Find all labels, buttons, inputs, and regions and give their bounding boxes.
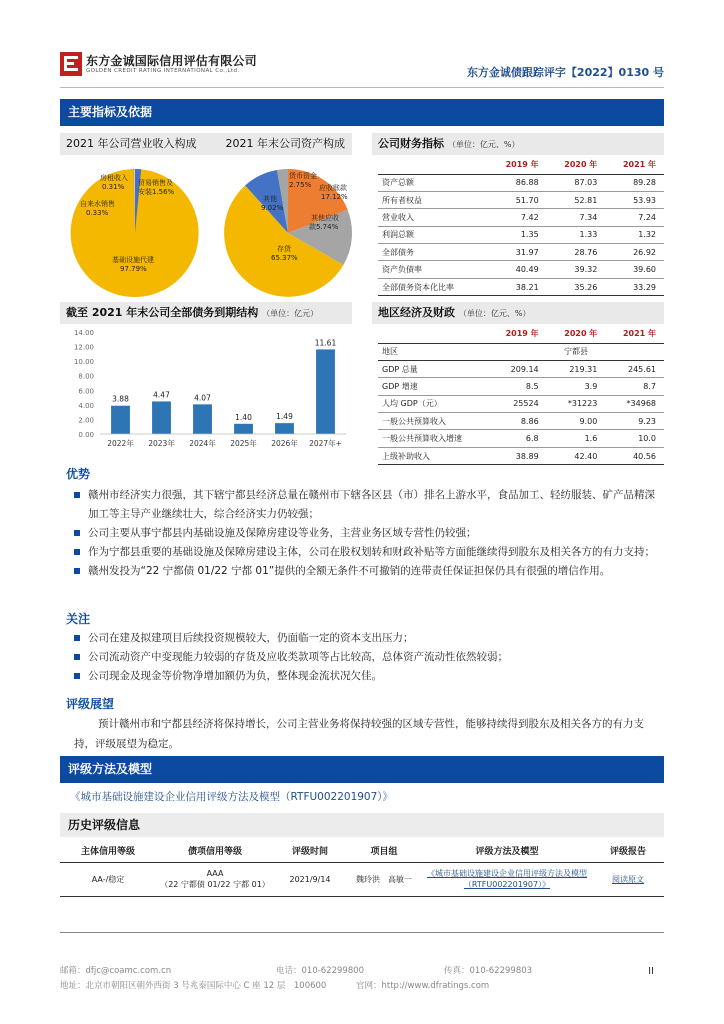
footer-address: 地址：北京市朝阳区朝外西街 3 号兆泰国际中心 C 座 12 层 100600 [60, 981, 327, 991]
list-item: 公司在建及拟建项目后续投资规模较大，仍面临一定的资本支出压力； [74, 629, 664, 648]
footer-website: 官网：http://www.dfratings.com [356, 981, 490, 991]
company-name-en: GOLDEN CREDIT RATING INTERNATIONAL Co.,Ltd. [86, 68, 240, 74]
list-item: 公司现金及现金等价物净增加额仍为负，整体现金流状况欠佳。 [74, 667, 664, 686]
footer-fax: 传真：010-62299803 [444, 966, 533, 976]
pie-label-else: 其他 9.02% [261, 195, 284, 212]
method-link[interactable]: 《城市基础设施建设企业信用评级方法及模型（RTFU002201907）》 [70, 791, 394, 803]
revenue-pie-chart [60, 158, 210, 298]
fin-cell: 33.29 [605, 278, 664, 295]
region-row-label: GDP 增速 [378, 378, 488, 395]
fin-cell: 89.28 [605, 174, 664, 191]
bar-value-label: 4.47 [153, 390, 170, 400]
fin-cell: 51.70 [488, 191, 547, 208]
region-cell: 219.31 [547, 360, 606, 377]
page-number: II [648, 966, 654, 977]
x-tick-label: 2023年 [148, 439, 175, 448]
table-row [378, 244, 664, 261]
table-row [378, 191, 664, 208]
pie-label-trade: 贸易销售及安装1.56% [138, 179, 175, 196]
fin-row-label: 所有者权益 [378, 191, 488, 208]
company-logo-icon [60, 52, 82, 76]
footer-phone: 电话：010-62299800 [276, 966, 365, 976]
y-tick-label: 4.00 [78, 401, 94, 410]
pie-label-receivable: 应收账款 17.12% [319, 184, 348, 201]
bar [316, 349, 335, 434]
region-cell: 209.14 [488, 360, 547, 377]
region-cell: 42.40 [547, 447, 606, 464]
region-cell: 8.86 [488, 413, 547, 430]
col-team: 项目组 [346, 840, 422, 862]
page-header [60, 48, 664, 88]
history-bond: AAA （22 宁都债 01/22 宁都 01） [156, 862, 274, 896]
concerns-list [74, 629, 664, 686]
fin-cell: 35.26 [547, 278, 606, 295]
table-row [378, 209, 664, 226]
bar-value-label: 1.40 [235, 412, 252, 422]
bar-value-label: 1.49 [276, 412, 293, 422]
region-cell: 8.7 [605, 378, 664, 395]
region-row-label: 上级补助收入 [378, 447, 488, 464]
region-table-title: 地区经济及财政 [378, 306, 455, 319]
region-cell: 40.56 [605, 447, 664, 464]
debt-chart-header [60, 302, 352, 324]
debt-chart-unit: （单位：亿元） [262, 309, 319, 318]
fin-cell: 53.93 [605, 191, 664, 208]
region-cell: 1.6 [547, 430, 606, 447]
y-tick-label: 8.00 [78, 372, 94, 381]
table-row [378, 226, 664, 243]
region-table-header [372, 302, 664, 324]
region-cell: 8.5 [488, 378, 547, 395]
outlook-text: 预计赣州市和宁都县经济将保持增长，公司主营业务将保持较强的区域专营性，能够持续得到股东及相关各方的有力支持，评级展望为稳定。 [74, 718, 644, 750]
assets-pie-title: 2021 年末公司资产构成 [225, 137, 345, 150]
assets-pie-chart [213, 158, 363, 298]
region-value: 宁都县 [488, 343, 664, 360]
fin-table-title: 公司财务指标 [378, 137, 444, 150]
table-row [378, 413, 664, 430]
y-tick-label: 14.00 [73, 329, 94, 337]
bar [152, 401, 171, 434]
bar-value-label: 11.61 [314, 338, 337, 348]
fin-cell: 26.92 [605, 244, 664, 261]
bar [111, 406, 130, 434]
bar [234, 424, 253, 434]
fin-year-2021: 2021 年 [605, 156, 664, 174]
section-main-indicators: 主要指标及依据 [60, 99, 664, 126]
list-item: 赣州市经济实力很强，其下辖宁都县经济总量在赣州市下辖各区县（市）排名上游水平，食品加工、轻纺服装、矿产品精深加工等主导产业继续壮大，综合经济实力仍较强； [74, 486, 664, 524]
company-name-cn: 东方金诚国际信用评估有限公司 [86, 54, 257, 68]
bar-value-label: 4.07 [194, 393, 211, 403]
region-cell: 38.89 [488, 447, 547, 464]
financial-indicators-table [378, 156, 664, 296]
region-cell: *31223 [547, 395, 606, 412]
x-tick-label: 2026年 [271, 439, 298, 448]
fin-cell: 40.49 [488, 261, 547, 278]
region-table-unit: （单位：亿元、%） [458, 309, 531, 318]
fin-cell: 7.42 [488, 209, 547, 226]
col-entity: 主体信用等级 [60, 840, 156, 862]
footer-email: 邮箱：dfjc@coamc.com.cn [60, 966, 172, 976]
bar [275, 423, 294, 434]
table-row [60, 862, 664, 896]
fin-cell: 39.32 [547, 261, 606, 278]
col-date: 评级时间 [274, 840, 346, 862]
section-method: 评级方法及模型 [60, 756, 664, 783]
bar-value-label: 3.88 [112, 394, 129, 404]
fin-table-header [372, 133, 664, 155]
fin-year-2020: 2020 年 [547, 156, 606, 174]
fin-year-2019: 2019 年 [488, 156, 547, 174]
fin-cell: 7.24 [605, 209, 664, 226]
pie-label-cash: 货币资金 2.75% [289, 172, 317, 189]
table-row [378, 174, 664, 191]
concerns-title: 关注 [66, 612, 91, 626]
region-cell: 9.23 [605, 413, 664, 430]
fin-cell: 52.81 [547, 191, 606, 208]
fin-cell: 87.03 [547, 174, 606, 191]
history-date: 2021/9/14 [274, 862, 346, 896]
fin-cell: 31.97 [488, 244, 547, 261]
fin-cell: 39.60 [605, 261, 664, 278]
fin-row-label: 全部债务 [378, 244, 488, 261]
history-report-link[interactable]: 阅读原文 [592, 862, 664, 896]
table-row [378, 395, 664, 412]
section-history: 历史评级信息 [60, 813, 664, 837]
bar [193, 404, 212, 434]
col-report: 评级报告 [592, 840, 664, 862]
list-item: 公司流动资产中变现能力较弱的存货及应收类款项等占比较高，总体资产流动性依然较弱； [74, 648, 664, 667]
region-cell: 25524 [488, 395, 547, 412]
pie-label-rent: 房租收入 0.31% [100, 174, 128, 191]
region-cell: 6.8 [488, 430, 547, 447]
region-row-label: 人均 GDP（元） [378, 395, 488, 412]
fin-cell: 7.34 [547, 209, 606, 226]
y-tick-label: 12.00 [73, 343, 94, 352]
list-item: 公司主要从事宁都县内基础设施及保障房建设等业务，主营业务区域专营性仍较强； [74, 524, 664, 543]
fin-row-label: 资产总额 [378, 174, 488, 191]
pie-slice-infrastructure [71, 169, 199, 297]
region-row-label: 一般公共预算收入增速 [378, 430, 488, 447]
list-item: 赣州发投为“22 宁都债 01/22 宁都 01”提供的全额无条件不可撤销的连带责任保证担保仍具有很强的增信作用。 [74, 562, 664, 581]
table-row [378, 278, 664, 295]
advantages-title: 优势 [66, 467, 91, 481]
fin-cell: 28.76 [547, 244, 606, 261]
fin-cell: 86.88 [488, 174, 547, 191]
y-tick-label: 0.00 [78, 431, 94, 439]
pie-label-other-recv: 其他应收款5.74% [309, 214, 339, 231]
region-cell: 10.0 [605, 430, 664, 447]
rating-history-table [60, 840, 664, 897]
x-tick-label: 2025年 [230, 439, 257, 448]
history-method-link[interactable]: 《城市基础设施建设企业信用评级方法及模型 （RTFU002201907）》 [422, 862, 592, 896]
pies-header [60, 133, 352, 155]
pie-label-water: 自来水销售 0.33% [80, 200, 115, 217]
col-bond: 债项信用等级 [156, 840, 274, 862]
outlook-title: 评级展望 [66, 697, 115, 711]
table-row [378, 378, 664, 395]
region-year-2021: 2021 年 [605, 325, 664, 343]
region-cell: 3.9 [547, 378, 606, 395]
fin-row-label: 营业收入 [378, 209, 488, 226]
region-cell: *34968 [605, 395, 664, 412]
list-item: 作为宁都县重要的基础设施及保障房建设主体，公司在股权划转和财政补贴等方面能继续得到股东及相关各方的有力支持； [74, 543, 664, 562]
region-row-label: 一般公共预算收入 [378, 413, 488, 430]
pie-label-inventory: 存货 65.37% [271, 245, 298, 262]
table-row [378, 447, 664, 464]
history-team: 魏玲洪 高敏一 [346, 862, 422, 896]
fin-row-label: 利润总额 [378, 226, 488, 243]
fin-cell: 1.33 [547, 226, 606, 243]
region-year-2019: 2019 年 [488, 325, 547, 343]
document-number: 东方金诚债跟踪评字【2022】0130 号 [466, 66, 664, 79]
fin-row-label: 资产负债率 [378, 261, 488, 278]
x-tick-label: 2024年 [189, 439, 216, 448]
fin-cell: 38.21 [488, 278, 547, 295]
fin-table-unit: （单位：亿元、%） [447, 140, 520, 149]
region-row-label: GDP 总量 [378, 360, 488, 377]
regional-economy-table [378, 325, 664, 465]
region-year-2020: 2020 年 [547, 325, 606, 343]
fin-cell: 1.32 [605, 226, 664, 243]
advantages-list [74, 486, 664, 581]
table-row [378, 430, 664, 447]
x-tick-label: 2022年 [107, 439, 134, 448]
table-row [378, 261, 664, 278]
x-tick-label: 2027年+ [309, 439, 342, 448]
revenue-pie-title: 2021 年公司营业收入构成 [66, 137, 197, 150]
region-label: 地区 [378, 343, 488, 360]
debt-chart-title: 截至 2021 年末公司全部债务到期结构 [66, 306, 259, 319]
pie-label-infra: 基础设施代建 97.79% [112, 256, 154, 273]
y-tick-label: 10.00 [73, 358, 94, 367]
col-method: 评级方法及模型 [422, 840, 592, 862]
region-cell: 9.00 [547, 413, 606, 430]
y-tick-label: 2.00 [78, 416, 94, 425]
history-entity: AA-/稳定 [60, 862, 156, 896]
footer-divider [60, 932, 664, 933]
y-tick-label: 6.00 [78, 387, 94, 396]
debt-maturity-chart [60, 326, 352, 454]
fin-row-label: 全部债务资本化比率 [378, 278, 488, 295]
fin-cell: 1.35 [488, 226, 547, 243]
region-cell: 245.61 [605, 360, 664, 377]
table-row [378, 360, 664, 377]
